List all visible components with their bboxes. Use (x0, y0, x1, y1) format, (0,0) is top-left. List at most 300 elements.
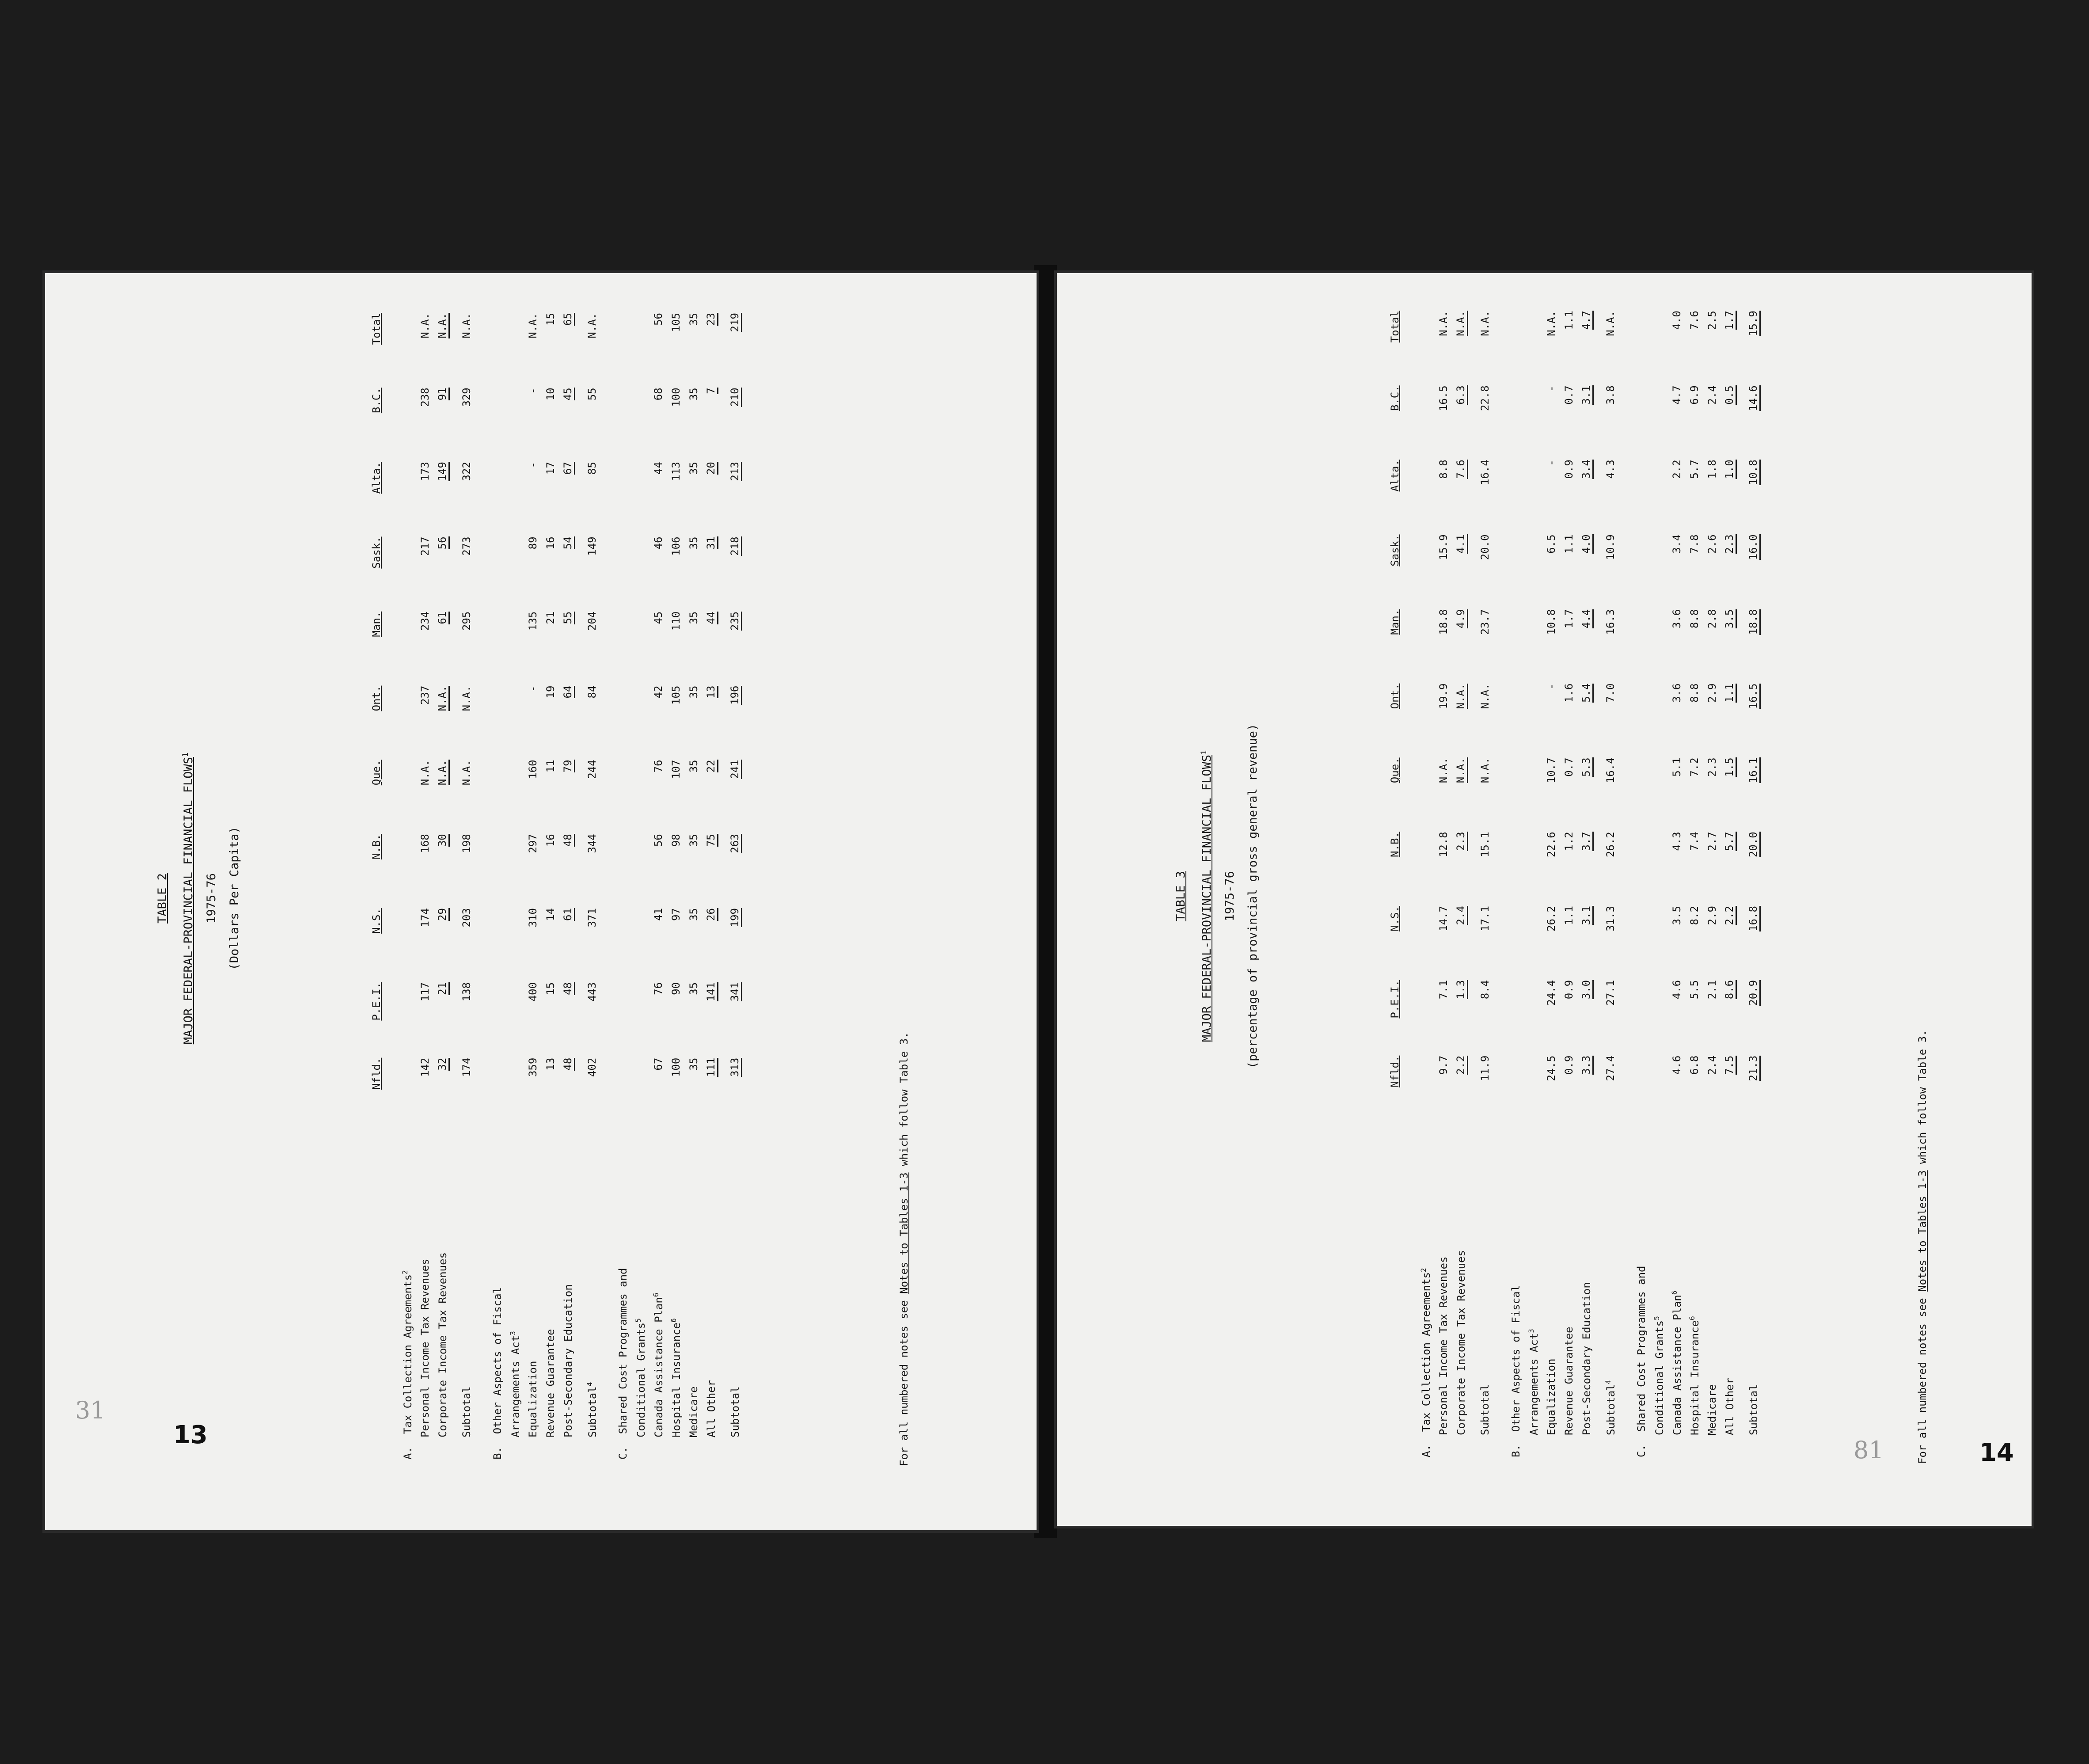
cell: 44 (652, 462, 665, 475)
cell: 2.1 (1706, 980, 1718, 1000)
cell: 2.3 (1706, 757, 1718, 777)
cell: 35 (687, 760, 700, 773)
title-footnote-ref: 1 (1200, 750, 1208, 755)
cell: 67 (562, 462, 575, 475)
page-number: 14 (1979, 1438, 2014, 1467)
cell: 61 (436, 612, 450, 624)
cell: 210 (729, 388, 742, 407)
cell: 76 (652, 982, 665, 995)
col-header: Nfld. (1389, 1055, 1401, 1087)
table-2-rotated-content (120, 313, 1017, 1484)
cell: 16.5 (1437, 385, 1450, 411)
cell: 7.6 (1688, 311, 1701, 330)
cell: N.A. (419, 760, 431, 786)
cell: 84 (586, 685, 598, 699)
cell: 35 (687, 908, 700, 921)
cell: N.A. (1479, 757, 1491, 783)
col-header: Nfld. (370, 1057, 383, 1090)
table-row (434, 313, 452, 1460)
cell: 98 (670, 834, 682, 847)
cell: 24.5 (1545, 1055, 1557, 1081)
cell: 26.2 (1604, 832, 1617, 858)
section-a-heading (1417, 311, 1435, 1457)
row-label: Medicare (1706, 1384, 1718, 1435)
table-row (1686, 311, 1703, 1457)
cell: 35 (687, 462, 700, 475)
table-2 (368, 313, 744, 1460)
cell: 35 (687, 1057, 700, 1071)
cell: 90 (670, 982, 682, 995)
table-label: TABLE 3 (1174, 871, 1188, 921)
cell: 238 (419, 388, 431, 407)
cell: 2.4 (1455, 906, 1468, 925)
table-row (1668, 311, 1686, 1457)
cell: 32 (436, 1058, 450, 1071)
cell: - (527, 388, 539, 394)
cell: 65 (562, 313, 575, 326)
cell: 113 (670, 462, 682, 481)
cell: 26 (705, 908, 718, 921)
cell: 35 (687, 982, 700, 995)
row-label: All Other (705, 1380, 718, 1437)
cell: 4.0 (1671, 311, 1683, 330)
cell: 35 (687, 536, 700, 550)
cell: 97 (670, 908, 682, 921)
subtotal-row (1470, 311, 1494, 1457)
cell: 67 (652, 1057, 665, 1071)
col-header: N.S. (1389, 906, 1401, 931)
subtotal-row (577, 313, 601, 1460)
col-header: Que. (370, 760, 383, 786)
cell: 7 (705, 388, 718, 394)
cell: 11 (544, 760, 557, 773)
cell: 0.7 (1563, 385, 1575, 405)
cell: 17 (544, 462, 557, 475)
cell: N.A. (1479, 311, 1491, 336)
col-header: Man. (1389, 609, 1401, 635)
cell: 54 (562, 536, 575, 549)
cell: 4.4 (1580, 609, 1594, 628)
row-label: Subtotal (729, 1386, 741, 1437)
cell: - (1545, 385, 1557, 392)
cell: - (1545, 683, 1557, 690)
cell: 13 (705, 686, 718, 699)
cell: 217 (419, 536, 431, 556)
page-number: 13 (173, 1421, 208, 1449)
row-label: Canada Assistance Plan (1671, 1295, 1683, 1435)
cell: 117 (419, 982, 431, 1002)
cell: 6.3 (1455, 385, 1468, 404)
cell: 1.1 (1723, 684, 1737, 703)
cell: 371 (586, 908, 598, 928)
cell: 15.9 (1747, 311, 1761, 336)
cell: N.A. (460, 313, 473, 338)
cell: 21.3 (1747, 1056, 1761, 1081)
table-label: TABLE 2 (156, 873, 169, 924)
footnote-reference: For all numbered notes see Notes to Tables 1-3 which follow Table 3. (1916, 1030, 1929, 1464)
cell: 10.7 (1545, 757, 1557, 783)
cell: N.A. (436, 313, 450, 338)
cell: 35 (687, 611, 700, 624)
title-footnote-ref: 1 (181, 752, 190, 757)
cell: 7.5 (1723, 1056, 1737, 1075)
cell: 22.6 (1545, 832, 1557, 858)
cell: 173 (419, 462, 431, 481)
cell: 5.3 (1580, 757, 1594, 776)
section-title-cont: Conditional Grants (635, 1322, 647, 1437)
row-label: Corporate Income Tax Revenues (437, 1252, 449, 1437)
cell: 8.8 (1688, 609, 1701, 629)
section-title: C. Shared Cost Programmes and (1635, 1266, 1648, 1457)
page-14 (1057, 273, 2032, 1526)
cell: 400 (527, 982, 539, 1002)
table-row (649, 313, 667, 1460)
cell: 5.1 (1671, 757, 1683, 777)
col-header: P.E.I. (1389, 980, 1401, 1019)
cell: 100 (670, 1057, 682, 1077)
cell: 341 (729, 982, 742, 1001)
cell: 35 (687, 685, 700, 699)
cell: 1.6 (1563, 683, 1575, 703)
cell: 0.9 (1563, 980, 1575, 1000)
table-row (416, 313, 434, 1460)
table-3 (1386, 311, 1762, 1457)
cell: 2.2 (1455, 1056, 1468, 1075)
cell: 16.1 (1747, 757, 1761, 783)
cell: 5.4 (1580, 684, 1594, 703)
cell: 19.9 (1437, 683, 1450, 709)
cell: 10.9 (1604, 534, 1617, 560)
cell: 241 (729, 760, 742, 779)
cell: 9.7 (1437, 1055, 1450, 1075)
cell: 35 (687, 388, 700, 401)
table-row (1435, 311, 1452, 1457)
cell: 16.8 (1747, 906, 1761, 931)
cell: 2.9 (1706, 906, 1718, 925)
cell: 235 (729, 612, 742, 631)
row-label: Medicare (687, 1386, 700, 1437)
cell: 174 (419, 908, 431, 928)
cell: N.A. (436, 760, 450, 785)
cell: 10.8 (1545, 609, 1557, 635)
cell: 2.2 (1723, 906, 1737, 925)
column-header-row (368, 313, 399, 1460)
table-year: 1975-76 (205, 873, 218, 924)
footnote-ref: 6 (1688, 1316, 1696, 1320)
cell: 199 (729, 908, 742, 927)
cell: 15 (544, 982, 557, 995)
col-header: Alta. (370, 462, 383, 494)
footnote-ref: 3 (1527, 1329, 1535, 1333)
row-label: Personal Income Tax Revenues (1437, 1256, 1450, 1435)
table-title: MAJOR FEDERAL-PROVINCIAL FINANCIAL FLOWS (1200, 755, 1214, 1042)
cell: 141 (705, 982, 718, 1001)
cell: 5.7 (1688, 460, 1701, 479)
cell: 244 (586, 760, 598, 779)
cell: 2.4 (1706, 1055, 1718, 1075)
section-title-cont: Conditional Grants (1653, 1320, 1666, 1435)
cell: 1.5 (1723, 757, 1737, 776)
table-row (667, 313, 685, 1460)
row-label: Equalization (527, 1361, 539, 1437)
row-label: Subtotal (460, 1386, 473, 1437)
cell: 8.8 (1688, 683, 1701, 703)
cell: 19 (544, 685, 557, 699)
col-header: N.B. (1389, 832, 1401, 858)
cell: 1.7 (1563, 609, 1575, 629)
cell: 149 (436, 462, 450, 481)
cell: 68 (652, 388, 665, 401)
row-label: Personal Income Tax Revenues (419, 1258, 431, 1437)
cell: 2.7 (1706, 832, 1718, 851)
section-c-heading-cont (1650, 311, 1668, 1457)
cell: 16.0 (1747, 534, 1761, 560)
cell: 21 (436, 982, 450, 995)
col-header: Ont. (1389, 683, 1401, 709)
section-c-heading-cont (632, 313, 649, 1460)
table-row (542, 313, 559, 1460)
cell: N.A. (1604, 311, 1617, 336)
cell: 2.2 (1671, 460, 1683, 479)
cell: 1.1 (1563, 534, 1575, 554)
cell: 89 (527, 536, 539, 550)
cell: 15 (544, 313, 557, 326)
cell: 313 (729, 1058, 742, 1077)
cell: 3.7 (1580, 832, 1594, 851)
cell: 0.5 (1723, 385, 1737, 404)
section-c-heading (1633, 311, 1650, 1457)
cell: N.A. (1455, 311, 1468, 336)
cell: 44 (705, 612, 718, 624)
cell: 8.4 (1479, 980, 1491, 1000)
cell: 10 (544, 388, 557, 401)
table-row (1542, 311, 1560, 1457)
cell: - (527, 685, 539, 692)
cell: 2.8 (1706, 609, 1718, 629)
col-header: Man. (370, 611, 383, 637)
table-row (1560, 311, 1578, 1457)
cell: 3.1 (1580, 906, 1594, 925)
page-gutter (1034, 265, 1057, 1538)
cell: 2.3 (1723, 534, 1737, 553)
col-header: Total (1389, 311, 1401, 343)
cell: 111 (705, 1058, 718, 1077)
cell: 7.0 (1604, 683, 1617, 703)
table-subtitle: (Dollars Per Capita) (228, 826, 241, 970)
table-row (685, 313, 703, 1460)
cell: 55 (586, 388, 598, 401)
section-title: B. Other Aspects of Fiscal (491, 1287, 504, 1460)
cell: N.A. (1437, 757, 1450, 783)
cell: 1.0 (1723, 460, 1737, 479)
cell: 14.6 (1747, 385, 1761, 411)
cell: 7.1 (1437, 980, 1450, 1000)
cell: 85 (586, 462, 598, 475)
stamp-mark: 81 (1854, 1436, 1884, 1464)
table-row (1703, 311, 1721, 1457)
cell: 48 (562, 982, 575, 995)
cell: 15.9 (1437, 534, 1450, 560)
cell: 234 (419, 611, 431, 631)
cell: 16 (544, 834, 557, 847)
cell: 4.0 (1580, 534, 1594, 553)
cell: 203 (460, 908, 473, 928)
cell: 297 (527, 834, 539, 853)
cell: 15.1 (1479, 832, 1491, 858)
row-label: Hospital Insurance (670, 1322, 683, 1437)
table-row (1578, 311, 1595, 1457)
table-title-line (174, 313, 200, 1484)
footnote-ref: 5 (634, 1318, 642, 1323)
col-header: B.C. (370, 388, 383, 414)
cell: 64 (562, 686, 575, 699)
cell: 16.3 (1604, 609, 1617, 635)
cell: 168 (419, 834, 431, 853)
cell: 138 (460, 982, 473, 1002)
footnote-ref: 6 (1670, 1290, 1679, 1295)
cell: 4.7 (1671, 385, 1683, 405)
cell: 7.8 (1688, 534, 1701, 554)
section-b-heading (1507, 311, 1525, 1457)
cell: - (527, 462, 539, 468)
table-year: 1975-76 (1223, 871, 1237, 921)
cell: N.A. (460, 760, 473, 786)
cell: 198 (460, 834, 473, 853)
row-label: Revenue Guarantee (1563, 1327, 1575, 1435)
subtotal-row (720, 313, 744, 1460)
cell: 105 (670, 313, 682, 332)
cell: 8.2 (1688, 906, 1701, 925)
cell: 76 (652, 760, 665, 773)
cell: 7.2 (1688, 757, 1701, 777)
cell: 4.9 (1455, 609, 1468, 628)
row-label: Subtotal (1605, 1384, 1617, 1435)
row-label: Corporate Income Tax Revenues (1455, 1250, 1467, 1435)
footnote-ref: 5 (1652, 1316, 1661, 1320)
cell: N.A. (1479, 683, 1491, 709)
cell: 23 (705, 313, 718, 326)
subtotal-row (452, 313, 475, 1460)
cell: 4.3 (1671, 832, 1683, 851)
row-label: Revenue Guarantee (544, 1329, 557, 1437)
section-b-heading (489, 313, 506, 1460)
cell: 3.5 (1671, 906, 1683, 925)
cell: 12.8 (1437, 832, 1450, 858)
cell: 443 (586, 982, 598, 1002)
cell: N.A. (436, 686, 450, 711)
cell: 20 (705, 462, 718, 475)
cell: 2.9 (1706, 683, 1718, 703)
cell: 3.3 (1580, 1056, 1594, 1075)
cell: 23.7 (1479, 609, 1491, 635)
section-title: A. Tax Collection Agreements (402, 1274, 414, 1460)
row-label: Canada Assistance Plan (653, 1297, 665, 1437)
cell: 3.4 (1580, 460, 1594, 479)
cell: 4.3 (1604, 460, 1617, 479)
cell: 7.6 (1455, 460, 1468, 479)
cell: 6.9 (1688, 385, 1701, 405)
cell: 27.4 (1604, 1055, 1617, 1081)
section-title: B. Other Aspects of Fiscal (1510, 1285, 1522, 1457)
cell: N.A. (1455, 757, 1468, 783)
cell: 5.5 (1688, 980, 1701, 1000)
cell: 29 (436, 908, 450, 921)
col-header: Que. (1389, 757, 1401, 783)
footnote-ref: 4 (1604, 1380, 1612, 1384)
col-header: Sask. (370, 536, 383, 569)
cell: 24.4 (1545, 980, 1557, 1006)
cell: 273 (460, 536, 473, 556)
table-row (559, 313, 577, 1460)
col-header: N.S. (370, 908, 383, 934)
table-row (703, 313, 720, 1460)
cell: 1.1 (1563, 311, 1575, 330)
footnote-reference: For all numbered notes see Notes to Tables 1-3 which follow Table 3. (898, 1032, 910, 1466)
cell: 3.8 (1604, 385, 1617, 405)
cell: 3.1 (1580, 385, 1594, 404)
cell: 4.6 (1671, 1055, 1683, 1075)
notes-link: Notes to Tables 1-3 (898, 1172, 910, 1294)
table-row (524, 313, 542, 1460)
cell: 27.1 (1604, 980, 1617, 1006)
cell: 3.6 (1671, 683, 1683, 703)
table-row (1452, 311, 1470, 1457)
cell: - (1545, 460, 1557, 466)
row-label: Post-Secondary Education (562, 1284, 574, 1437)
subtotal-row (1739, 311, 1762, 1457)
cell: 0.9 (1563, 1055, 1575, 1075)
stamp-mark: 31 (75, 1396, 106, 1424)
cell: 107 (670, 760, 682, 779)
cell: 16.4 (1604, 757, 1617, 783)
cell: 402 (586, 1057, 598, 1077)
row-label: Subtotal (586, 1386, 599, 1437)
cell: 3.0 (1580, 980, 1594, 999)
cell: 135 (527, 611, 539, 631)
cell: 1.2 (1563, 832, 1575, 851)
page-13 (45, 273, 1037, 1530)
cell: N.A. (527, 313, 539, 338)
cell: 31 (705, 536, 718, 549)
col-header: N.B. (370, 834, 383, 860)
cell: 30 (436, 834, 450, 847)
cell: 213 (729, 462, 742, 481)
cell: 45 (652, 611, 665, 624)
cell: 344 (586, 834, 598, 853)
footnote-ref: 3 (509, 1331, 517, 1335)
cell: 35 (687, 834, 700, 847)
notes-link: Notes to Tables 1-3 (1916, 1170, 1929, 1292)
cell: 149 (586, 536, 598, 556)
cell: 41 (652, 908, 665, 921)
section-a-heading (399, 313, 416, 1460)
section-c-heading (614, 313, 632, 1460)
cell: 22 (705, 760, 718, 772)
cell: N.A. (1437, 311, 1450, 336)
cell: 22.8 (1479, 385, 1491, 411)
column-header-row (1386, 311, 1417, 1457)
cell: 61 (562, 908, 575, 921)
table-title: MAJOR FEDERAL-PROVINCIAL FINANCIAL FLOWS (182, 757, 195, 1045)
col-header: Total (370, 313, 383, 345)
cell: 20.0 (1747, 832, 1761, 857)
cell: 0.9 (1563, 460, 1575, 479)
cell: 1.1 (1563, 906, 1575, 925)
table-row (1721, 311, 1739, 1457)
cell: N.A. (1545, 311, 1557, 336)
cell: 10.8 (1747, 460, 1761, 485)
cell: 1.7 (1723, 311, 1737, 330)
